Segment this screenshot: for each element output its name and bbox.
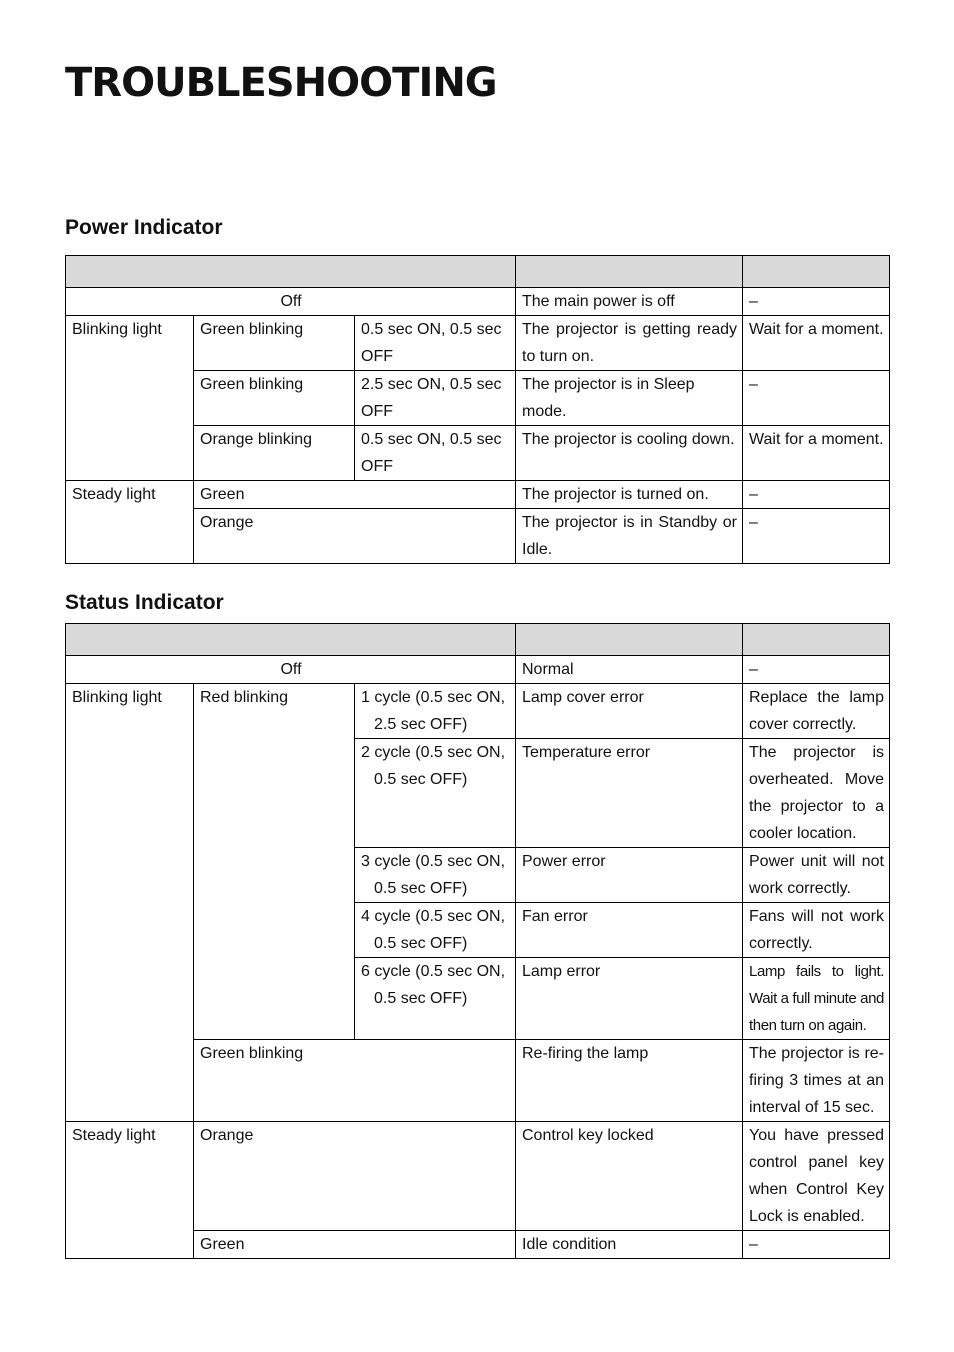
action-cell: Lamp fails to light. Wait a full minute and then turn on again.: [743, 958, 890, 1040]
header-cell: [516, 624, 743, 656]
meaning-cell: Idle condition: [516, 1231, 743, 1259]
meaning-cell: Power error: [516, 848, 743, 903]
timing-text: 1 cycle (0.5 sec ON, 2.5 sec OFF): [361, 689, 506, 733]
action-cell: Wait for a moment.: [743, 426, 890, 481]
meaning-cell: Lamp error: [516, 958, 743, 1040]
action-cell: Power unit will not work correctly.: [743, 848, 890, 903]
header-cell: [743, 256, 890, 288]
indicator-state-cell: Off: [66, 656, 516, 684]
color-cell: Orange: [194, 1122, 516, 1231]
action-cell: The projector is re-firing 3 times at an interval of 15 sec.: [743, 1040, 890, 1122]
indicator-state-cell: Blinking light: [66, 316, 194, 481]
header-cell: [66, 256, 516, 288]
meaning-cell: The projector is in Standby or Idle.: [516, 509, 743, 564]
header-cell: [743, 624, 890, 656]
color-cell: Red blinking: [194, 684, 355, 1040]
meaning-cell: The projector is cooling down.: [516, 426, 743, 481]
timing-cell: [355, 848, 516, 903]
color-cell: Green: [194, 1231, 516, 1259]
timing-cell: [355, 739, 516, 848]
meaning-cell: Control key locked: [516, 1122, 743, 1231]
timing-text: 2 cycle (0.5 sec ON, 0.5 sec OFF): [361, 744, 506, 788]
timing-cell: 2.5 sec ON, 0.5 sec OFF: [355, 371, 516, 426]
status-indicator-table: [65, 623, 890, 1259]
timing-cell: 0.5 sec ON, 0.5 sec OFF: [355, 316, 516, 371]
action-cell: –: [743, 656, 890, 684]
timing-cell: [355, 684, 516, 739]
meaning-cell: The projector is getting ready to turn on.: [516, 316, 743, 371]
action-cell: –: [743, 509, 890, 564]
table-row: [66, 316, 890, 371]
timing-text: 3 cycle (0.5 sec ON, 0.5 sec OFF): [361, 853, 506, 897]
timing-text: 6 cycle (0.5 sec ON, 0.5 sec OFF): [361, 963, 506, 1007]
table-row: [66, 288, 890, 316]
action-cell: Fans will not work correctly.: [743, 903, 890, 958]
action-cell: –: [743, 1231, 890, 1259]
color-cell: Green: [194, 481, 516, 509]
action-cell: Wait for a moment.: [743, 316, 890, 371]
timing-text: 4 cycle (0.5 sec ON, 0.5 sec OFF): [361, 908, 506, 952]
meaning-cell: The main power is off: [516, 288, 743, 316]
table-header-row: [66, 624, 890, 656]
meaning-cell: The projector is in Sleep mode.: [516, 371, 743, 426]
color-cell: Green blinking: [194, 316, 355, 371]
color-cell: Orange: [194, 509, 516, 564]
color-cell: Green blinking: [194, 1040, 516, 1122]
table-row: [66, 1122, 890, 1231]
power-indicator-heading: Power Indicator: [65, 216, 223, 239]
action-cell: –: [743, 288, 890, 316]
table-row: [66, 656, 890, 684]
indicator-state-cell: Off: [66, 288, 516, 316]
action-cell: –: [743, 371, 890, 426]
meaning-cell: Re-firing the lamp: [516, 1040, 743, 1122]
color-cell: Green blinking: [194, 371, 355, 426]
status-indicator-heading: Status Indicator: [65, 591, 224, 614]
timing-cell: [355, 958, 516, 1040]
color-cell: Orange blinking: [194, 426, 355, 481]
indicator-state-cell: Steady light: [66, 481, 194, 564]
table-header-row: [66, 256, 890, 288]
table-row: [66, 684, 890, 739]
indicator-state-cell: Blinking light: [66, 684, 194, 1122]
meaning-cell: The projector is turned on.: [516, 481, 743, 509]
meaning-cell: Lamp cover error: [516, 684, 743, 739]
action-cell: The projector is overheated. Move the projector to a cooler location.: [743, 739, 890, 848]
indicator-state-cell: Steady light: [66, 1122, 194, 1259]
action-cell: Replace the lamp cover correctly.: [743, 684, 890, 739]
timing-cell: [355, 903, 516, 958]
table-row: [66, 481, 890, 509]
header-cell: [66, 624, 516, 656]
action-cell: –: [743, 481, 890, 509]
header-cell: [516, 256, 743, 288]
meaning-cell: Temperature error: [516, 739, 743, 848]
page-title: TROUBLESHOOTING: [65, 60, 497, 106]
power-indicator-table: [65, 255, 890, 564]
timing-cell: 0.5 sec ON, 0.5 sec OFF: [355, 426, 516, 481]
action-cell: You have pressed control panel key when Control Key Lock is enabled.: [743, 1122, 890, 1231]
meaning-cell: Normal: [516, 656, 743, 684]
meaning-cell: Fan error: [516, 903, 743, 958]
